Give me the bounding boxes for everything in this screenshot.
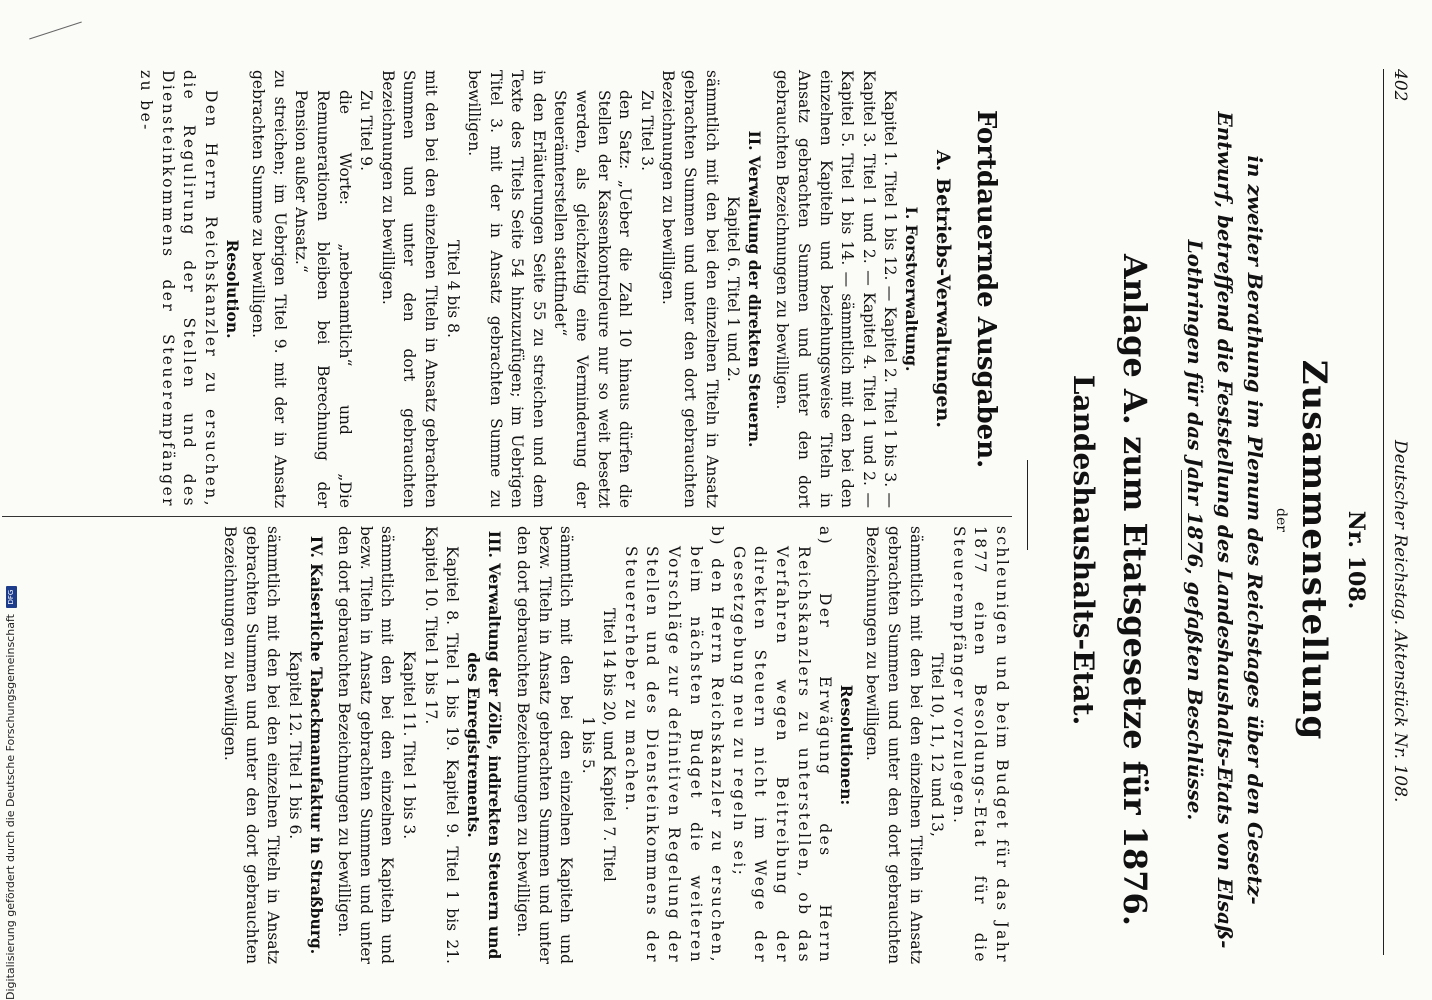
short-rule-2 — [1027, 460, 1028, 550]
tabackmanufaktur-heading: IV. Kaiserliche Tabackmanufaktur in Straßburg. — [306, 535, 326, 955]
footer-text: Digitalisierung gefördert durch die Deutsche Forschungsgemeinschaft — [4, 614, 17, 1000]
document-title: Zusammenstellung — [1294, 359, 1334, 741]
resolution-text: Den Herrn Reichskanzler zu ersuchen, die Regulirung der Stellen und des Diensteinkommens der Steuerempfänger zu be- — [137, 70, 220, 508]
der-label: der — [1273, 508, 1289, 532]
satz-quote: den Satz: „Ueber die Zahl 10 hinaus dürfen die Stellen der Kassenkontroleure nur so weit besetzt werden, als gleichzeitig eine Verminderung der Steuerämterstellen stattfindet“ — [551, 90, 635, 508]
kapitel12-paragraph: sämmtlich mit den bei den einzelnen Titeln in Ansatz gebrachten Summen und unter den dort gebrauchten Bezeichnungen zu bewilligen. — [221, 526, 283, 964]
section-a-heading: A. Betriebs-Verwaltungen. — [932, 150, 954, 428]
titel9-paragraph: zu streichen; im Uebrigen Titel 9. mit der in Ansatz gebrachten Summe zu bewilligen. — [249, 70, 289, 508]
erlaeuterungen-paragraph: in den Erläuterungen Seite 55 zu streichen und dem Texte des Titels Seite 54 hinzuzufügen; im Uebrigen Titel 3. mit der in Ansatz gebrachten Summe zu bewilligen. — [465, 70, 548, 508]
titel10-line: Titel 10, 11, 12 und 13, — [928, 653, 947, 837]
right-column — [219, 526, 1012, 964]
resolution-a: a) Der Erwägung des Herrn Reichskanzlers zu unterstellen, ob das Verfahren wegen Beitreibung der direkten Steuern nicht im Wege der Gesetzgebung neu zu regeln sei; — [729, 526, 835, 964]
zoelle-heading: III. Verwaltung der Zölle, indirekten Steuern und des Enregistrements. — [463, 530, 505, 960]
schleunigen-paragraph: schleunigen und beim Budget für das Jahr 1877 einen Besoldungs-Etat für die Steuerempfänger vorzulegen. — [949, 526, 1011, 964]
header-rule — [1383, 69, 1384, 955]
dfg-logo: DFG — [6, 586, 17, 608]
kapitel12-line: Kapitel 12. Titel 1 bis 6. — [286, 650, 304, 840]
resolution-label: Resolution. — [222, 239, 242, 339]
page-number: 402 — [1390, 69, 1410, 102]
annex-title: Anlage A. zum Etatsgesetze für 1876. — [1116, 254, 1154, 926]
direkte-steuern-heading: II. Verwaltung der direkten Steuern. — [744, 130, 764, 448]
titel14-paragraph: sämmtlich mit den bei den einzelnen Kapiteln und bezw. Titeln in Ansatz gebrachten Summen und unter den dort gebrauchten Bezeichnungen zu bewilligen. — [513, 526, 576, 964]
document-subtitle: in zweiter Berathung im Plenum des Reichstages über den Gesetz-Entwurf, betreffend die Feststellung des Landeshaushalts-Etats von Elsaß-Lothringen für das Jahr 1876, gefaßten Beschlüsse. — [1183, 111, 1267, 949]
short-rule — [1181, 470, 1182, 560]
titel10-paragraph: sämmtlich mit den bei den einzelnen Titeln in Ansatz gebrachten Summen und unter den dort gebrauchten Bezeichnungen zu bewilligen. — [863, 526, 925, 964]
forst-paragraph: Kapitel 1. Titel 1 bis 12. — Kapitel 2. Titel 1 bis 3. — Kapitel 3. Titel 1 und 2. — Kapitel 4. Titel 1 und 2. — Kapitel 5. Titel 1 bis 14. — sämmtlich mit den bei den einzelnen Kapiteln und beziehungsweise Titeln in Ansatz gebrachten Summen und unter den dort gebrauchten Bezeichnungen zu bewilligen. — [773, 70, 900, 508]
resolution-b: b) den Herrn Reichskanzler zu ersuchen, beim nächsten Budget die weiteren Vorschläge zur definitiven Regelung der Stellen und des Diensteinkommens der Steuererheber zu machen. — [621, 526, 727, 964]
left-column — [135, 70, 1012, 508]
resolutionen-label: Resolutionen: — [836, 684, 856, 806]
worte-quote: die Worte: „nebenamtlich“ und „Die Remunerationen bleiben bei Berechnung der Pension außer Ansatz.“ — [292, 90, 354, 508]
digitization-footer — [3, 0, 19, 1000]
document-number: Nr. 108. — [1343, 510, 1369, 610]
annex-subtitle: Landeshaushalts-Etat. — [1067, 374, 1100, 726]
forstverwaltung-heading: I. Forstverwaltung. — [902, 206, 921, 372]
kapitel8-line: Kapitel 8. Titel 1 bis 19. Kapitel 9. Titel 1 bis 21. Kapitel 10. Titel 1 bis 17. — [421, 526, 462, 964]
running-head: Deutscher Reichstag. Aktenstück Nr. 108. — [1390, 440, 1410, 803]
kapitel6-paragraph: sämmtlich mit den bei den einzelnen Titeln in Ansatz gebrachten Summen und unter den dort gebrauchten Bezeichnungen zu bewilligen. — [659, 70, 721, 508]
kapitel11-line: Kapitel 11. Titel 1 bis 3. — [399, 650, 418, 840]
titel4-8: Titel 4 bis 8. — [443, 240, 462, 338]
kapitel6-line: Kapitel 6. Titel 1 und 2. — [724, 196, 743, 382]
kapitel11-paragraph: sämmtlich mit den bei den einzelnen Kapiteln und bezw. Titeln in Ansatz gebrachten Summen und unter den dort gebrauchten Bezeichnungen zu bewilligen. — [335, 526, 397, 964]
titel14-line: Titel 14 bis 20, und Kapitel 7. Titel 1 bis 5. — [578, 608, 619, 882]
column-divider — [2, 516, 1012, 517]
zu-titel9: Zu Titel 9. — [357, 90, 376, 172]
titel4-8-paragraph: mit den bei den einzelnen Titeln in Ansatz gebrachten Summen und unter den dort gebrauchten Bezeichnungen zu bewilligen. — [378, 70, 440, 508]
zu-titel3: Zu Titel 3. — [637, 90, 656, 172]
section-heading: Fortdauernde Ausgaben. — [971, 109, 1001, 469]
